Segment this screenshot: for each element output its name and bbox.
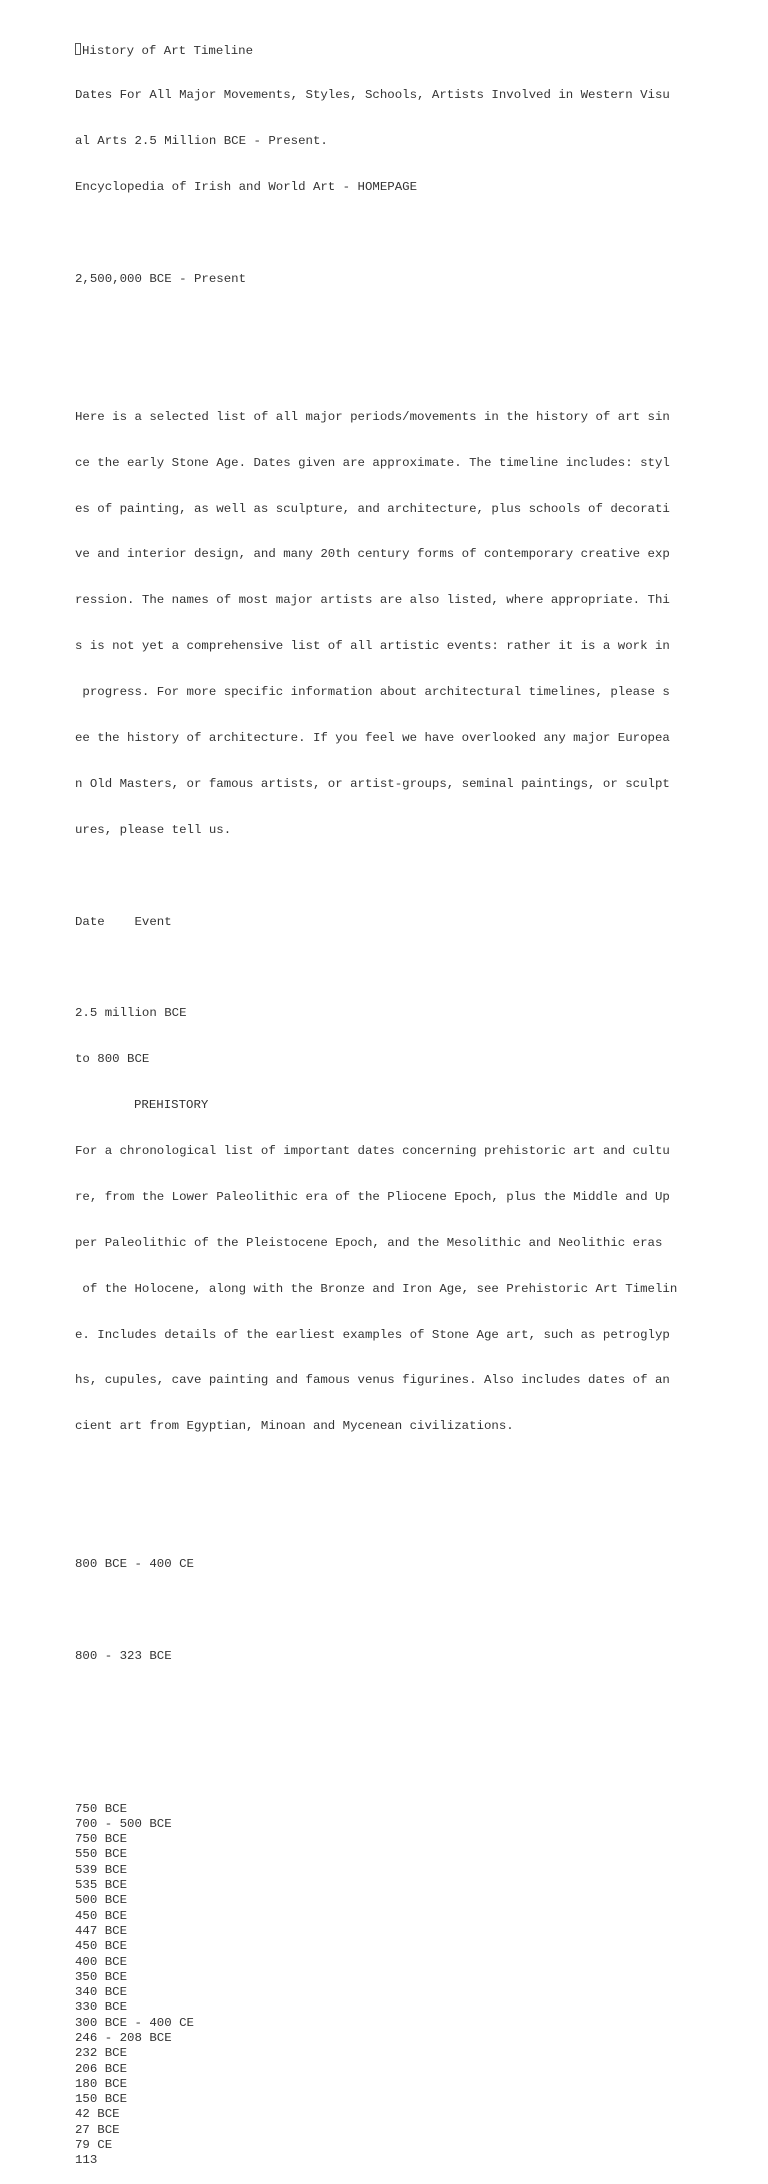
missing-glyph-icon [75, 43, 81, 55]
intro-line: s is not yet a comprehensive list of all artistic events: rather it is a work in [75, 639, 670, 654]
date-entry: 27 BCE [75, 2122, 120, 2137]
intro-line: progress. For more specific information about architectural timelines, please s [75, 685, 670, 700]
prehistory-text-line: For a chronological list of important dates concerning prehistoric art and cultu [75, 1143, 670, 1158]
document-page [75, 12, 678, 2184]
date-entry: 150 BCE [75, 2092, 128, 2107]
date-entry: 246 - 208 BCE [75, 2031, 172, 2045]
prehistory-date: 2.5 million BCE [75, 1006, 187, 1021]
date-entry: 700 - 500 BCE [75, 1816, 172, 1831]
date-list [75, 1802, 675, 2169]
homepage-link[interactable]: Encyclopedia of Irish and World Art - HOMEPAGE [75, 180, 418, 195]
spacer [75, 1603, 675, 1618]
date-entry: 539 BCE [75, 1862, 128, 1877]
prehistory-text-line: cient art from Egyptian, Minoan and Mycenean civilizations. [75, 1419, 514, 1434]
intro-line: ee the history of architecture. If you feel we have overlooked any major Europea [75, 730, 670, 745]
date-entry: 400 BCE [75, 1954, 128, 1969]
date-entry: 450 BCE [75, 1939, 128, 1954]
date-entry: 500 BCE [75, 1893, 128, 1908]
date-entry: 750 BCE [75, 1832, 128, 1847]
date-entry: 206 BCE [75, 2061, 128, 2076]
spacer [75, 1695, 675, 1756]
table-header-date: Date [75, 914, 105, 929]
date-entry: 535 BCE [75, 1878, 128, 1893]
date-entry: 300 BCE - 400 CE [75, 2015, 194, 2030]
table-header-event: Event [134, 914, 172, 929]
date-entry: 447 BCE [75, 1923, 128, 1938]
page-title: History of Art Timeline [82, 43, 254, 58]
prehistory-text-line: of the Holocene, along with the Bronze and Iron Age, see Prehistoric Art Timelin [75, 1281, 678, 1296]
page-title-line [75, 43, 675, 58]
date-entry: 232 BCE [75, 2046, 128, 2061]
prehistory-text-line: hs, cupules, cave painting and famous venus figurines. Also includes dates of an [75, 1373, 670, 1388]
range-label: 2,500,000 BCE - Present [75, 272, 247, 287]
date-entry: 350 BCE [75, 1969, 128, 1984]
prehistory-text-line: per Paleolithic of the Pleistocene Epoch, and the Mesolithic and Neolithic eras [75, 1235, 663, 1250]
intro-paragraph [75, 379, 675, 869]
intro-line: n Old Masters, or famous artists, or artist-groups, seminal paintings, or sculpt [75, 776, 670, 791]
spacer [75, 226, 675, 241]
prehistory-text-line: re, from the Lower Paleolithic era of the Pliocene Epoch, plus the Middle and Up [75, 1189, 670, 1204]
spacer [75, 1511, 675, 1526]
subtitle-line-2: al Arts 2.5 Million BCE - Present. [75, 134, 328, 149]
date-entry: 340 BCE [75, 1985, 128, 2000]
date-entry: 79 CE [75, 2138, 113, 2153]
subperiod-label: 800 - 323 BCE [75, 1648, 172, 1663]
prehistory-date: to 800 BCE [75, 1052, 150, 1067]
prehistory-section [75, 976, 678, 1466]
intro-line: ures, please tell us. [75, 822, 232, 837]
date-entry: 750 BCE [75, 1801, 128, 1816]
intro-line: ression. The names of most major artists are also listed, where appropriate. Thi [75, 593, 670, 608]
prehistory-text-line: e. Includes details of the earliest examples of Stone Age art, such as petroglyp [75, 1327, 670, 1342]
period-label: 800 BCE - 400 CE [75, 1556, 194, 1571]
date-entry: 180 BCE [75, 2076, 128, 2091]
intro-line: es of painting, as well as sculpture, and architecture, plus schools of decorati [75, 501, 670, 516]
date-entry: 330 BCE [75, 2000, 128, 2015]
prehistory-heading: PREHISTORY [134, 1098, 209, 1113]
date-entry: 450 BCE [75, 1908, 128, 1923]
intro-line: ce the early Stone Age. Dates given are approximate. The timeline includes: styl [75, 455, 670, 470]
date-entry: 113 [75, 2153, 98, 2168]
date-entry: 42 BCE [75, 2107, 120, 2122]
table-header-row [75, 915, 675, 930]
intro-line: Here is a selected list of all major periods/movements in the history of art sin [75, 409, 670, 424]
intro-line: ve and interior design, and many 20th century forms of contemporary creative exp [75, 547, 670, 562]
date-entry: 550 BCE [75, 1847, 128, 1862]
subtitle-line-1: Dates For All Major Movements, Styles, Schools, Artists Involved in Western Visu [75, 88, 670, 103]
spacer [75, 318, 675, 333]
